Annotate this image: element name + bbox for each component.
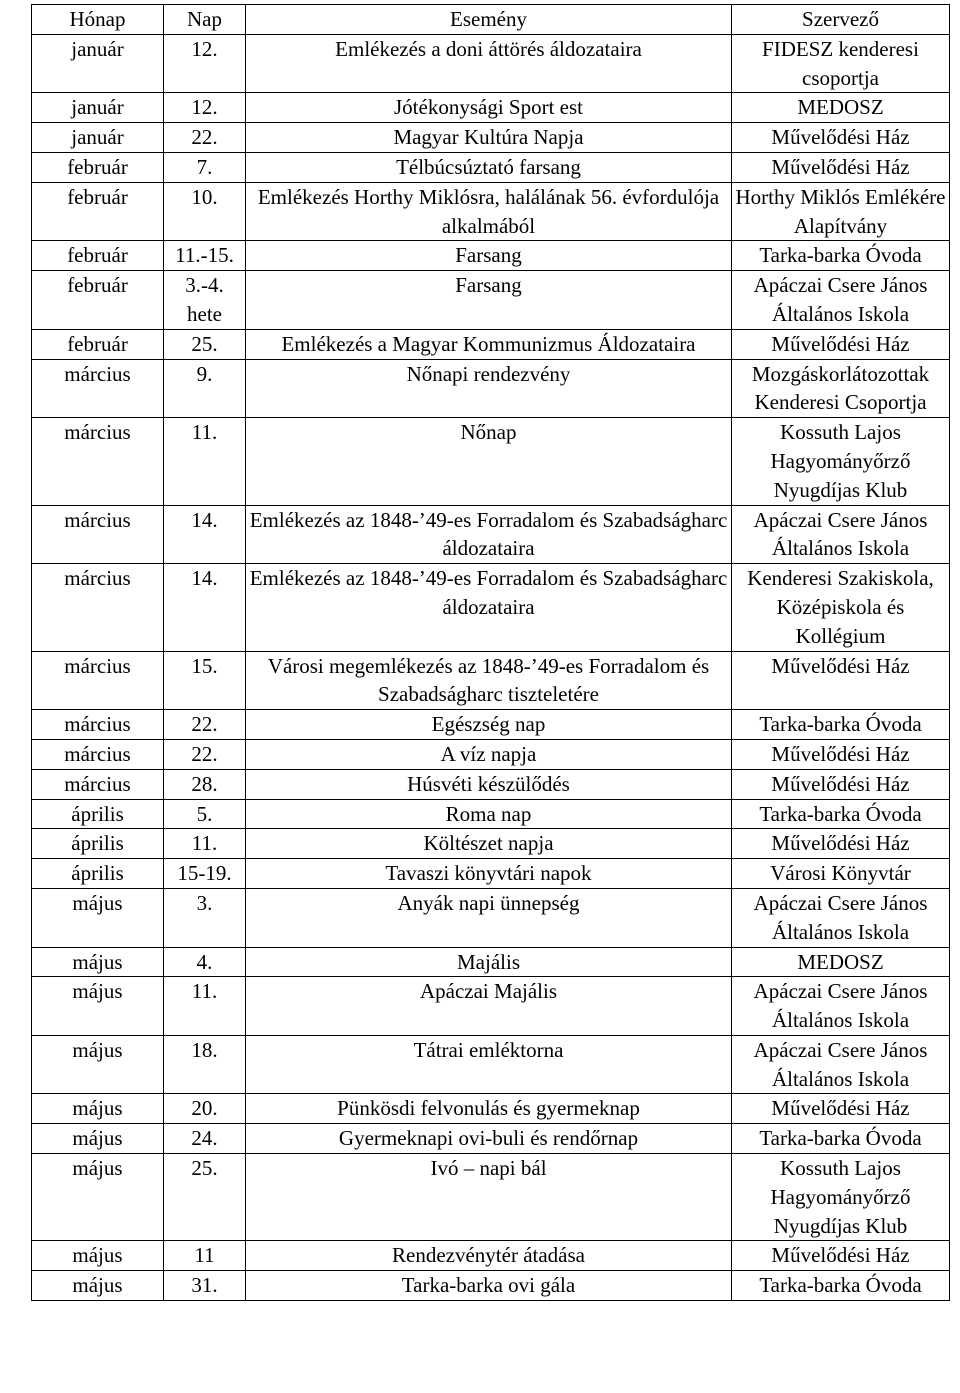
- table-row: [32, 651, 950, 710]
- cell-organizer: Mozgáskorlátozottak Kenderesi Csoportja: [732, 359, 950, 418]
- table-row: [32, 888, 950, 947]
- cell-day: 25.: [164, 329, 246, 359]
- table-header: [32, 5, 950, 35]
- cell-month: január: [32, 93, 164, 123]
- cell-month: január: [32, 123, 164, 153]
- cell-event: Emlékezés az 1848-’49-es Forradalom és Szabadságharc áldozataira: [246, 564, 732, 651]
- cell-month: május: [32, 1094, 164, 1124]
- cell-day: 25.: [164, 1154, 246, 1241]
- cell-month: május: [32, 947, 164, 977]
- header-day: Nap: [164, 5, 246, 35]
- cell-event: Farsang: [246, 271, 732, 330]
- cell-organizer: Városi Könyvtár: [732, 859, 950, 889]
- table-row: [32, 1094, 950, 1124]
- table-row: [32, 829, 950, 859]
- cell-event: Apáczai Majális: [246, 977, 732, 1036]
- cell-day: 5.: [164, 799, 246, 829]
- cell-day: 3.: [164, 888, 246, 947]
- cell-month: május: [32, 888, 164, 947]
- table-body: [32, 34, 950, 1300]
- cell-day: 10.: [164, 182, 246, 241]
- cell-day: 20.: [164, 1094, 246, 1124]
- cell-event: Emlékezés az 1848-’49-es Forradalom és Szabadságharc áldozataira: [246, 505, 732, 564]
- cell-event: Farsang: [246, 241, 732, 271]
- cell-event: Magyar Kultúra Napja: [246, 123, 732, 153]
- cell-day: 4.: [164, 947, 246, 977]
- table-row: [32, 947, 950, 977]
- cell-day: 22.: [164, 123, 246, 153]
- cell-day: 11.: [164, 829, 246, 859]
- table-row: [32, 359, 950, 418]
- cell-day: 11.: [164, 418, 246, 505]
- cell-month: március: [32, 769, 164, 799]
- cell-month: március: [32, 359, 164, 418]
- cell-organizer: Művelődési Ház: [732, 769, 950, 799]
- cell-event: Tarka-barka ovi gála: [246, 1271, 732, 1301]
- cell-organizer: Kossuth Lajos Hagyományőrző Nyugdíjas Klub: [732, 418, 950, 505]
- cell-month: március: [32, 505, 164, 564]
- cell-event: Emlékezés Horthy Miklósra, halálának 56. évfordulója alkalmából: [246, 182, 732, 241]
- cell-event: Emlékezés a Magyar Kommunizmus Áldozataira: [246, 329, 732, 359]
- cell-organizer: Művelődési Ház: [732, 123, 950, 153]
- cell-month: május: [32, 1124, 164, 1154]
- cell-organizer: Kenderesi Szakiskola, Középiskola és Kollégium: [732, 564, 950, 651]
- cell-organizer: Művelődési Ház: [732, 1094, 950, 1124]
- cell-day: 22.: [164, 710, 246, 740]
- table-row: [32, 1124, 950, 1154]
- table-row: [32, 34, 950, 93]
- table-row: [32, 1241, 950, 1271]
- cell-organizer: Kossuth Lajos Hagyományőrző Nyugdíjas Klub: [732, 1154, 950, 1241]
- cell-day: 3.-4. hete: [164, 271, 246, 330]
- cell-organizer: Tarka-barka Óvoda: [732, 1271, 950, 1301]
- cell-event: Rendezvénytér átadása: [246, 1241, 732, 1271]
- cell-organizer: Apáczai Csere János Általános Iskola: [732, 505, 950, 564]
- cell-organizer: Művelődési Ház: [732, 829, 950, 859]
- cell-day: 22.: [164, 739, 246, 769]
- table-row: [32, 329, 950, 359]
- table-row: [32, 1154, 950, 1241]
- cell-day: 11.-15.: [164, 241, 246, 271]
- cell-day: 15.: [164, 651, 246, 710]
- cell-month: május: [32, 1035, 164, 1094]
- cell-event: Városi megemlékezés az 1848-’49-es Forradalom és Szabadságharc tiszteletére: [246, 651, 732, 710]
- table-row: [32, 859, 950, 889]
- table-row: [32, 152, 950, 182]
- header-event: Esemény: [246, 5, 732, 35]
- cell-organizer: FIDESZ kenderesi csoportja: [732, 34, 950, 93]
- cell-organizer: Tarka-barka Óvoda: [732, 241, 950, 271]
- cell-month: február: [32, 241, 164, 271]
- cell-month: április: [32, 829, 164, 859]
- cell-event: Majális: [246, 947, 732, 977]
- cell-organizer: Tarka-barka Óvoda: [732, 1124, 950, 1154]
- cell-month: április: [32, 799, 164, 829]
- cell-event: Nőnapi rendezvény: [246, 359, 732, 418]
- cell-month: február: [32, 329, 164, 359]
- cell-organizer: Művelődési Ház: [732, 152, 950, 182]
- cell-event: Költészet napja: [246, 829, 732, 859]
- cell-month: május: [32, 977, 164, 1036]
- cell-organizer: Apáczai Csere János Általános Iskola: [732, 1035, 950, 1094]
- cell-organizer: Tarka-barka Óvoda: [732, 710, 950, 740]
- cell-organizer: Apáczai Csere János Általános Iskola: [732, 977, 950, 1036]
- cell-organizer: Művelődési Ház: [732, 1241, 950, 1271]
- cell-month: február: [32, 271, 164, 330]
- cell-event: Húsvéti készülődés: [246, 769, 732, 799]
- cell-organizer: Horthy Miklós Emlékére Alapítvány: [732, 182, 950, 241]
- cell-organizer: Apáczai Csere János Általános Iskola: [732, 271, 950, 330]
- table-row: [32, 241, 950, 271]
- cell-month: március: [32, 418, 164, 505]
- cell-event: Anyák napi ünnepség: [246, 888, 732, 947]
- cell-day: 12.: [164, 93, 246, 123]
- table-row: [32, 739, 950, 769]
- cell-event: Ivó – napi bál: [246, 1154, 732, 1241]
- cell-event: Egészség nap: [246, 710, 732, 740]
- cell-month: február: [32, 152, 164, 182]
- table-row: [32, 271, 950, 330]
- cell-month: május: [32, 1241, 164, 1271]
- cell-month: március: [32, 564, 164, 651]
- table-row: [32, 505, 950, 564]
- cell-day: 12.: [164, 34, 246, 93]
- cell-day: 9.: [164, 359, 246, 418]
- cell-day: 11.: [164, 977, 246, 1036]
- cell-organizer: Művelődési Ház: [732, 739, 950, 769]
- cell-day: 11: [164, 1241, 246, 1271]
- cell-event: Tavaszi könyvtári napok: [246, 859, 732, 889]
- header-organizer: Szervező: [732, 5, 950, 35]
- cell-organizer: MEDOSZ: [732, 93, 950, 123]
- cell-month: február: [32, 182, 164, 241]
- table-row: [32, 1271, 950, 1301]
- cell-event: Tátrai emléktorna: [246, 1035, 732, 1094]
- cell-organizer: MEDOSZ: [732, 947, 950, 977]
- cell-event: Jótékonysági Sport est: [246, 93, 732, 123]
- cell-organizer: Művelődési Ház: [732, 329, 950, 359]
- header-row: [32, 5, 950, 35]
- table-row: [32, 977, 950, 1036]
- cell-month: május: [32, 1154, 164, 1241]
- cell-month: március: [32, 710, 164, 740]
- events-table: [31, 4, 950, 1301]
- table-row: [32, 769, 950, 799]
- cell-day: 15-19.: [164, 859, 246, 889]
- table-row: [32, 93, 950, 123]
- cell-event: Nőnap: [246, 418, 732, 505]
- cell-event: Pünkösdi felvonulás és gyermeknap: [246, 1094, 732, 1124]
- table-row: [32, 1035, 950, 1094]
- cell-organizer: Tarka-barka Óvoda: [732, 799, 950, 829]
- header-month: Hónap: [32, 5, 164, 35]
- table-row: [32, 799, 950, 829]
- cell-day: 18.: [164, 1035, 246, 1094]
- cell-day: 14.: [164, 505, 246, 564]
- cell-event: A víz napja: [246, 739, 732, 769]
- cell-organizer: Apáczai Csere János Általános Iskola: [732, 888, 950, 947]
- cell-month: április: [32, 859, 164, 889]
- cell-day: 14.: [164, 564, 246, 651]
- cell-day: 31.: [164, 1271, 246, 1301]
- cell-month: május: [32, 1271, 164, 1301]
- cell-event: Emlékezés a doni áttörés áldozataira: [246, 34, 732, 93]
- table-row: [32, 418, 950, 505]
- table-row: [32, 710, 950, 740]
- table-row: [32, 564, 950, 651]
- cell-event: Télbúcsúztató farsang: [246, 152, 732, 182]
- cell-event: Gyermeknapi ovi-buli és rendőrnap: [246, 1124, 732, 1154]
- cell-month: március: [32, 651, 164, 710]
- cell-day: 7.: [164, 152, 246, 182]
- cell-month: január: [32, 34, 164, 93]
- cell-day: 24.: [164, 1124, 246, 1154]
- table-row: [32, 182, 950, 241]
- table-row: [32, 123, 950, 153]
- cell-event: Roma nap: [246, 799, 732, 829]
- cell-day: 28.: [164, 769, 246, 799]
- cell-organizer: Művelődési Ház: [732, 651, 950, 710]
- cell-month: március: [32, 739, 164, 769]
